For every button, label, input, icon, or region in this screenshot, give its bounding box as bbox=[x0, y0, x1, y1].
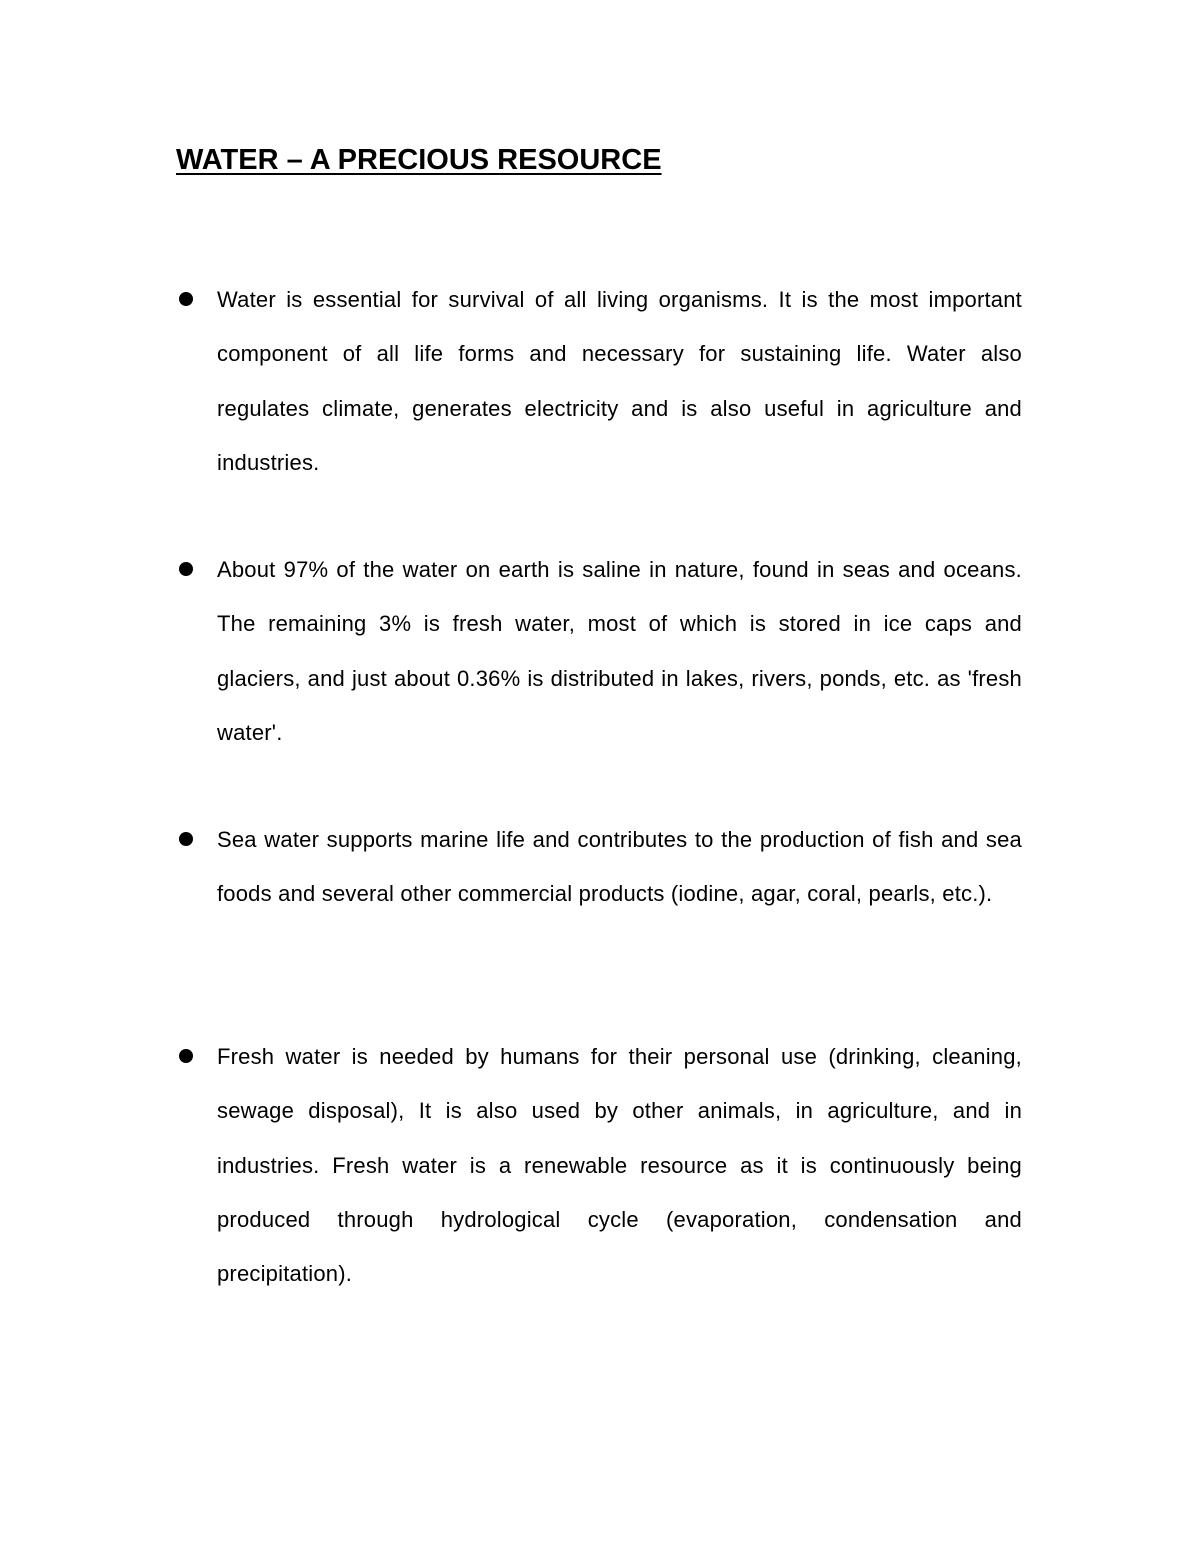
bullet-item bbox=[176, 543, 1022, 760]
bullet-text: About 97% of the water on earth is saline in nature, found in seas and oceans. The remaining 3% is fresh water, most of which is stored in ice caps and glaciers, and just about 0.36% is distributed in lakes, rivers, ponds, etc. as 'fresh water'. bbox=[217, 557, 1022, 745]
bullet-text: Fresh water is needed by humans for their personal use (drinking, cleaning, sewage disposal), It is also used by other animals, in agriculture, and in industries. Fresh water is a renewable resource as it is continuously being produced through hydrological cycle (evaporation, condensation and precipitation). bbox=[217, 1044, 1022, 1287]
bullet-item bbox=[176, 1030, 1022, 1301]
bullet-item bbox=[176, 273, 1022, 490]
bullet-icon bbox=[179, 562, 193, 576]
document-title: WATER – A PRECIOUS RESOURCE bbox=[176, 144, 662, 176]
bullet-icon bbox=[179, 832, 193, 846]
bullet-item bbox=[176, 813, 1022, 922]
bullet-icon bbox=[179, 1049, 193, 1063]
bullet-text: Sea water supports marine life and contributes to the production of fish and sea foods and several other commercial products (iodine, agar, coral, pearls, etc.). bbox=[217, 827, 1022, 907]
bullet-icon bbox=[179, 292, 193, 306]
bullet-text: Water is essential for survival of all living organisms. It is the most important component of all life forms and necessary for sustaining life. Water also regulates climate, generates electricity and is also useful in agriculture and industries. bbox=[217, 287, 1022, 475]
